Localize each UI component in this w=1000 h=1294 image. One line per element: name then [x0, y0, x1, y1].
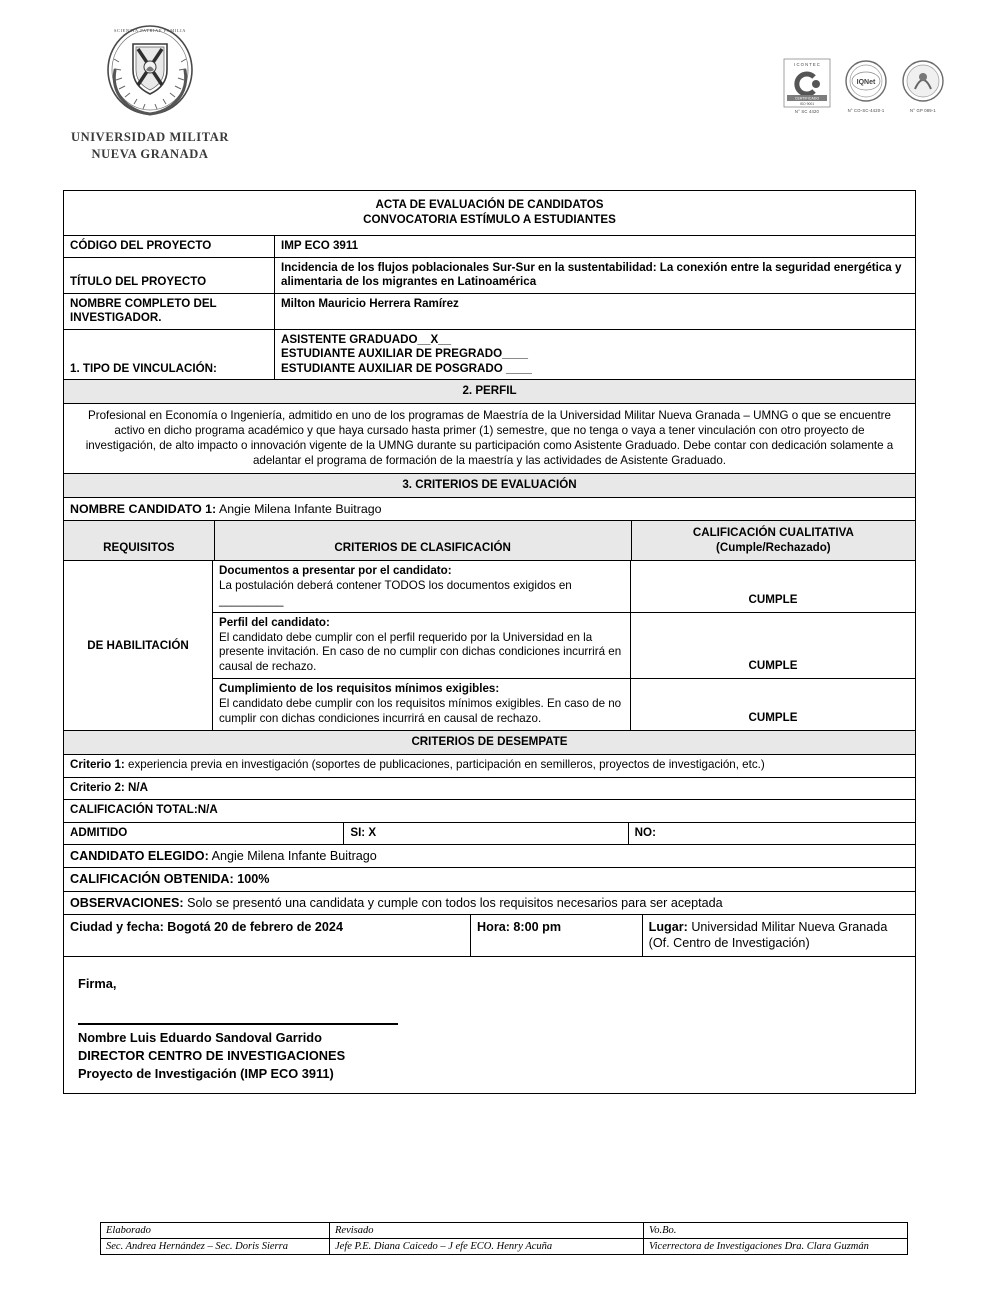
candidato-label: NOMBRE CANDIDATO 1: — [70, 501, 217, 516]
candidato-elegido-value: Angie Milena Infante Buitrago — [211, 848, 377, 863]
observaciones-value: Solo se presentó una candidata y cumple con todos los requisitos necesarios para ser aceptada — [187, 895, 723, 910]
criterios-header: 3. CRITERIOS DE EVALUACIÓN — [402, 478, 577, 492]
habilitacion-item-text: La postulación deberá contener TODOS los documentos exigidos en __________ — [219, 578, 572, 607]
habilitacion-item-result: CUMPLE — [630, 561, 915, 612]
codigo-label: CÓDIGO DEL PROYECTO — [70, 239, 212, 252]
ciudad-fecha-row — [64, 915, 915, 957]
footer-value-vobo: Vicerrectora de Investigaciones Dra. Clara Guzmán — [643, 1239, 907, 1254]
codigo-value: IMP ECO 3911 — [274, 236, 915, 257]
university-name-line2: NUEVA GRANADA — [91, 147, 209, 161]
calificacion-obtenida: CALIFICACIÓN OBTENIDA: 100% — [70, 872, 270, 887]
document-header — [0, 0, 1000, 175]
criterio1-text: experiencia previa en investigación (soportes de publicaciones, participación en semilleros, proyectos de investigación, etc.) — [128, 757, 765, 771]
hora: Hora: 8:00 pm — [470, 915, 642, 956]
habilitacion-item-text: El candidato debe cumplir con los requisitos mínimos exigibles. En caso de no cumplir con dichas condiciones incurrirá en causal de rechazo. — [219, 697, 622, 725]
icontec-seal — [783, 58, 831, 114]
university-crest-icon — [95, 18, 205, 128]
perfil-text: Profesional en Economía o Ingeniería, admitido en uno de los programas de Maestría de la Universidad Militar Nueva Granada – UMNG o que se encuentre activo en dicho programa académico y que haya cursado hasta primer (1) semestre, que no tenga o vaya a tener vinculación con otro proyecto de investigación, de alto impacto o innovación vigente de la UMNG durante su participación como Asistente Graduado. Debe contar con dedicación solamente a adelantar el programa de formación de la maestría y las actividades de Asistente Graduado. — [85, 408, 894, 468]
footer-value-revisado: Jefe P.E. Diana Caicedo – J efe ECO. Henry Acuña — [329, 1239, 643, 1254]
header-calificacion — [631, 521, 915, 560]
icontec-gp-seal — [901, 59, 945, 113]
header-requisitos: REQUISITOS — [103, 540, 175, 554]
habilitacion-item-title: Documentos a presentar por el candidato: — [219, 564, 452, 578]
perfil-text-row — [64, 404, 915, 475]
lugar-value: Universidad Militar Nueva Granada (Of. Centro de Investigación) — [648, 920, 888, 951]
firma-label: Firma, — [78, 976, 117, 992]
lugar-label: Lugar: — [648, 920, 688, 935]
criterios-header-row — [64, 474, 915, 498]
habilitacion-item-title: Perfil del candidato: — [219, 616, 330, 630]
svg-text:ISO 9001: ISO 9001 — [799, 102, 815, 106]
certification-seals — [783, 58, 945, 114]
calificacion-total-row — [64, 800, 915, 823]
habilitacion-item-desc — [212, 561, 630, 612]
habilitacion-block — [64, 561, 915, 731]
criterio2-text: Criterio 2: N/A — [70, 780, 148, 794]
svg-text:IQNet: IQNet — [856, 79, 876, 86]
vinculacion-option-posgrado: ESTUDIANTE AUXILIAR DE POSGRADO ____ — [281, 361, 532, 375]
candidato-elegido-label: CANDIDATO ELEGIDO: — [70, 848, 209, 863]
habilitacion-item — [212, 613, 915, 679]
iqnet-seal-code: N° CO-SC-4420-1 — [847, 108, 885, 113]
habilitacion-item-result: CUMPLE — [630, 613, 915, 678]
footer-header-row — [101, 1223, 907, 1239]
criterio1-label: Criterio 1: — [70, 757, 125, 771]
admitido-no: NO: — [628, 823, 915, 844]
investigador-value: Milton Mauricio Herrera Ramírez — [274, 294, 915, 329]
icontec-gp-seal-code: N° GP 089-1 — [910, 108, 936, 113]
candidato-row — [64, 498, 915, 522]
observaciones-row — [64, 892, 915, 916]
acta-table — [63, 190, 916, 1094]
titulo-value: Incidencia de los flujos poblacionales Sur-Sur en la sustentabilidad: La conexión entre la seguridad energética y alimentaria de los migrantes en Latinoamérica — [274, 258, 915, 293]
admitido-row — [64, 823, 915, 845]
criterio2-row — [64, 778, 915, 801]
document-footer-table — [100, 1222, 908, 1255]
habilitacion-item-text: El candidato debe cumplir con el perfil requerido por la Universidad en la presente invitación. En caso de no cumplir con dichas condiciones incurrirá en causal de rechazo. — [219, 630, 622, 673]
desempate-header: CRITERIOS DE DESEMPATE — [411, 735, 568, 749]
investigador-row — [64, 294, 915, 330]
habilitacion-item-desc — [212, 679, 630, 730]
criterio1-row — [64, 755, 915, 778]
ciudad-fecha: Ciudad y fecha: Bogotá 20 de febrero de 2024 — [70, 920, 343, 935]
habilitacion-label: DE HABILITACIÓN — [87, 638, 189, 652]
icontec-seal-code: N° SC 4420 — [794, 109, 820, 114]
firma-row — [64, 957, 915, 1094]
habilitacion-item-desc — [212, 613, 630, 678]
habilitacion-items — [212, 561, 915, 730]
header-criterios: CRITERIOS DE CLASIFICACIÓN — [214, 521, 631, 560]
admitido-label: ADMITIDO — [70, 826, 128, 840]
calificacion-obtenida-row — [64, 868, 915, 892]
vinculacion-row — [64, 330, 915, 381]
footer-header-revisado: Revisado — [329, 1223, 643, 1238]
vinculacion-options — [274, 330, 915, 380]
acta-title-line2: CONVOCATORIA ESTÍMULO A ESTUDIANTES — [363, 213, 616, 226]
acta-title-row — [64, 191, 915, 236]
candidato-elegido-row — [64, 845, 915, 869]
header-calificacion-line2: (Cumple/Rechazado) — [716, 540, 831, 554]
firma-proyecto: Proyecto de Investigación (IMP ECO 3911) — [78, 1066, 334, 1082]
footer-value-row — [101, 1239, 907, 1255]
iqnet-seal — [844, 59, 888, 113]
candidato-nombre: Angie Milena Infante Buitrago — [218, 501, 382, 516]
svg-text:CERTIFICADO: CERTIFICADO — [794, 96, 820, 101]
codigo-row — [64, 236, 915, 258]
firma-nombre: Nombre Luis Eduardo Sandoval Garrido — [78, 1030, 322, 1046]
investigador-label: NOMBRE COMPLETO DEL INVESTIGADOR. — [70, 296, 217, 324]
titulo-row — [64, 258, 915, 294]
perfil-header: 2. PERFIL — [462, 384, 517, 397]
titulo-label: TÍTULO DEL PROYECTO — [70, 275, 207, 288]
header-calificacion-line1: CALIFICACIÓN CUALITATIVA — [692, 526, 854, 540]
admitido-si: SI: X — [343, 823, 627, 844]
habilitacion-item-result: CUMPLE — [630, 679, 915, 730]
habilitacion-item — [212, 679, 915, 730]
footer-header-vobo: Vo.Bo. — [643, 1223, 907, 1238]
lugar — [642, 915, 915, 956]
firma-cargo: DIRECTOR CENTRO DE INVESTIGACIONES — [78, 1048, 346, 1064]
university-logo — [60, 18, 240, 162]
calificacion-total: CALIFICACIÓN TOTAL:N/A — [70, 803, 218, 817]
desempate-header-row — [64, 731, 915, 755]
habilitacion-item — [212, 561, 915, 613]
firma-block — [64, 957, 915, 1093]
vinculacion-option-asistente: ASISTENTE GRADUADO__X__ — [281, 332, 452, 346]
vinculacion-label: 1. TIPO DE VINCULACIÓN: — [70, 361, 217, 375]
svg-text:I C O N T E C: I C O N T E C — [794, 62, 820, 67]
observaciones-label: OBSERVACIONES: — [70, 895, 184, 910]
evaluacion-table-header — [64, 521, 915, 561]
svg-text:SCIENTIA PATRIAE FAMILIA: SCIENTIA PATRIAE FAMILIA — [114, 28, 186, 33]
acta-title-line1: ACTA DE EVALUACIÓN DE CANDIDATOS — [375, 198, 604, 211]
footer-value-elaborado: Sec. Andrea Hernández – Sec. Doris Sierra — [106, 1241, 288, 1252]
habilitacion-item-title: Cumplimiento de los requisitos mínimos exigibles: — [219, 682, 500, 696]
vinculacion-option-pregrado: ESTUDIANTE AUXILIAR DE PREGRADO____ — [281, 347, 528, 360]
university-name-line1: UNIVERSIDAD MILITAR — [70, 130, 230, 144]
signature-line — [78, 993, 398, 1025]
perfil-header-row — [64, 380, 915, 404]
footer-header-elaborado: Elaborado — [106, 1225, 151, 1236]
